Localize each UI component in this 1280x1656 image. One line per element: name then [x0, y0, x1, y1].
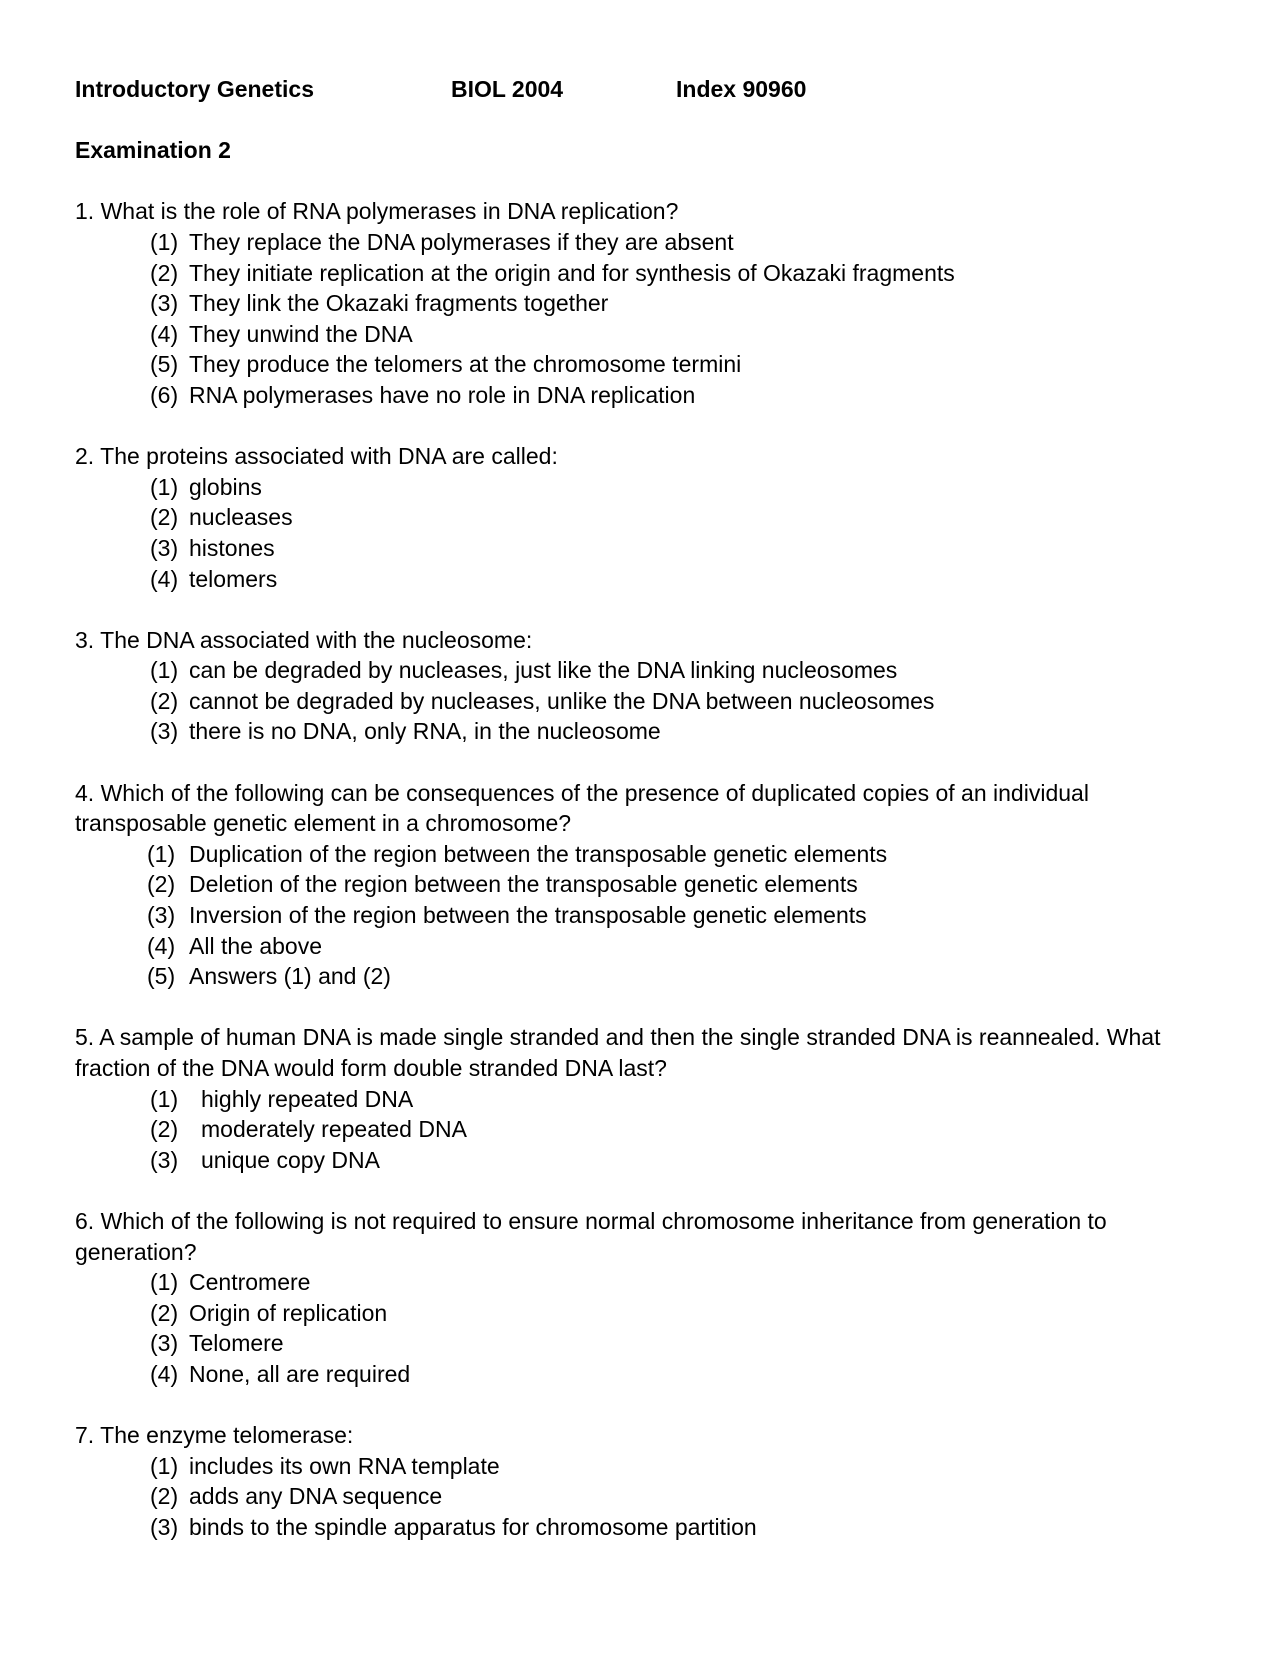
option-text: RNA polymerases have no role in DNA replication: [189, 381, 696, 408]
answer-option: [75, 502, 1205, 533]
question-text: 7. The enzyme telomerase:: [75, 1422, 354, 1449]
option-number: (3): [150, 1330, 179, 1357]
option-number: (1): [150, 1269, 179, 1296]
option-number: (3): [150, 1513, 179, 1540]
answer-options: [75, 1267, 1205, 1389]
answer-option: [75, 961, 1205, 992]
option-text: Duplication of the region between the transposable genetic elements: [189, 840, 888, 867]
answer-option: [75, 1451, 1205, 1482]
answer-options: [75, 839, 1205, 992]
answer-option: [75, 533, 1205, 564]
option-text: highly repeated DNA: [201, 1085, 414, 1112]
option-text: there is no DNA, only RNA, in the nucleosome: [189, 718, 661, 745]
option-text: binds to the spindle apparatus for chromosome partition: [189, 1513, 757, 1540]
answer-options: [75, 227, 1205, 411]
answer-option: [75, 1512, 1205, 1543]
option-text: Answers (1) and (2): [189, 963, 391, 990]
option-number: (1): [150, 473, 179, 500]
answer-options: [75, 472, 1205, 594]
option-number: (3): [147, 902, 176, 929]
question-4: [75, 778, 1205, 992]
option-text: includes its own RNA template: [189, 1452, 500, 1479]
option-text: moderately repeated DNA: [201, 1116, 467, 1143]
option-number: (2): [150, 259, 179, 286]
option-number: (1): [150, 657, 179, 684]
exam-page: [75, 74, 1205, 1543]
answer-option: [75, 349, 1205, 380]
answer-option: [75, 380, 1205, 411]
option-text: None, all are required: [189, 1360, 411, 1387]
option-number: (5): [147, 963, 176, 990]
question-text: 5. A sample of human DNA is made single stranded and then the single stranded DNA is reannealed. What fraction of the DNA would form double stranded DNA last?: [75, 1024, 1161, 1081]
option-text: cannot be degraded by nucleases, unlike the DNA between nucleosomes: [189, 687, 935, 714]
course-index: Index 90960: [676, 76, 807, 102]
answer-option: [75, 1267, 1205, 1298]
answer-option: [75, 288, 1205, 319]
question-2: [75, 441, 1205, 594]
answer-option: [75, 686, 1205, 717]
option-number: (3): [150, 1146, 179, 1173]
answer-option: [75, 869, 1205, 900]
option-text: nucleases: [189, 504, 293, 531]
answer-option: [75, 900, 1205, 931]
option-text: Deletion of the region between the transposable genetic elements: [189, 871, 858, 898]
answer-option: [75, 655, 1205, 686]
answer-option: [75, 716, 1205, 747]
question-list: [75, 196, 1205, 1542]
option-number: (2): [150, 1116, 179, 1143]
option-text: unique copy DNA: [201, 1146, 380, 1173]
option-number: (2): [150, 1299, 179, 1326]
option-text: Telomere: [189, 1330, 284, 1357]
answer-option: [75, 319, 1205, 350]
option-text: All the above: [189, 932, 322, 959]
option-text: globins: [189, 473, 262, 500]
option-text: can be degraded by nucleases, just like the DNA linking nucleosomes: [189, 657, 898, 684]
answer-option: [75, 1359, 1205, 1390]
option-number: (5): [150, 351, 179, 378]
option-text: histones: [189, 534, 275, 561]
option-number: (3): [150, 534, 179, 561]
question-1: [75, 196, 1205, 410]
answer-option: [75, 227, 1205, 258]
option-number: (2): [150, 1483, 179, 1510]
option-number: (1): [150, 1085, 179, 1112]
option-number: (4): [150, 1360, 179, 1387]
question-text: 1. What is the role of RNA polymerases in DNA replication?: [75, 198, 679, 225]
option-number: (4): [150, 320, 179, 347]
answer-option: [75, 1084, 1205, 1115]
question-text: 4. Which of the following can be consequences of the presence of duplicated copies of an individual transposable genetic element in a chromosome?: [75, 779, 1089, 837]
option-text: They initiate replication at the origin and for synthesis of Okazaki fragments: [189, 259, 955, 286]
answer-option: [75, 1481, 1205, 1512]
answer-option: [75, 1145, 1205, 1176]
option-text: Centromere: [189, 1269, 311, 1296]
answer-option: [75, 564, 1205, 595]
option-text: Inversion of the region between the transposable genetic elements: [189, 902, 867, 929]
answer-options: [75, 1451, 1205, 1543]
answer-option: [75, 1328, 1205, 1359]
answer-options: [75, 655, 1205, 747]
option-number: (2): [147, 871, 176, 898]
option-text: They unwind the DNA: [189, 320, 413, 347]
answer-option: [75, 1114, 1205, 1145]
option-number: (4): [147, 932, 176, 959]
answer-option: [75, 931, 1205, 962]
course-name: Introductory Genetics: [75, 76, 314, 102]
option-number: (3): [150, 290, 179, 317]
option-text: They replace the DNA polymerases if they are absent: [189, 228, 734, 255]
question-text: 3. The DNA associated with the nucleosome:: [75, 626, 533, 653]
option-number: (2): [150, 504, 179, 531]
option-number: (1): [150, 228, 179, 255]
option-number: (4): [150, 565, 179, 592]
answer-option: [75, 1298, 1205, 1329]
option-number: (1): [150, 1452, 179, 1479]
question-7: [75, 1420, 1205, 1542]
answer-option: [75, 258, 1205, 289]
option-text: They produce the telomers at the chromosome termini: [189, 351, 742, 378]
question-6: [75, 1206, 1205, 1390]
question-text: 6. Which of the following is not required to ensure normal chromosome inheritance from generation to generation?: [75, 1207, 1107, 1265]
option-text: telomers: [189, 565, 278, 592]
exam-title: Examination 2: [75, 137, 231, 164]
question-text: 2. The proteins associated with DNA are called:: [75, 443, 558, 470]
question-3: [75, 625, 1205, 747]
answer-option: [75, 472, 1205, 503]
option-text: adds any DNA sequence: [189, 1483, 443, 1510]
option-number: (1): [147, 840, 176, 867]
option-text: They link the Okazaki fragments together: [189, 290, 609, 317]
option-number: (3): [150, 718, 179, 745]
course-code: BIOL 2004: [451, 76, 564, 102]
option-number: (6): [150, 381, 179, 408]
option-text: Origin of replication: [189, 1299, 388, 1326]
document-header: [75, 74, 1205, 105]
question-5: [75, 1022, 1205, 1175]
option-number: (2): [150, 687, 179, 714]
answer-options: [75, 1084, 1205, 1176]
answer-option: [75, 839, 1205, 870]
